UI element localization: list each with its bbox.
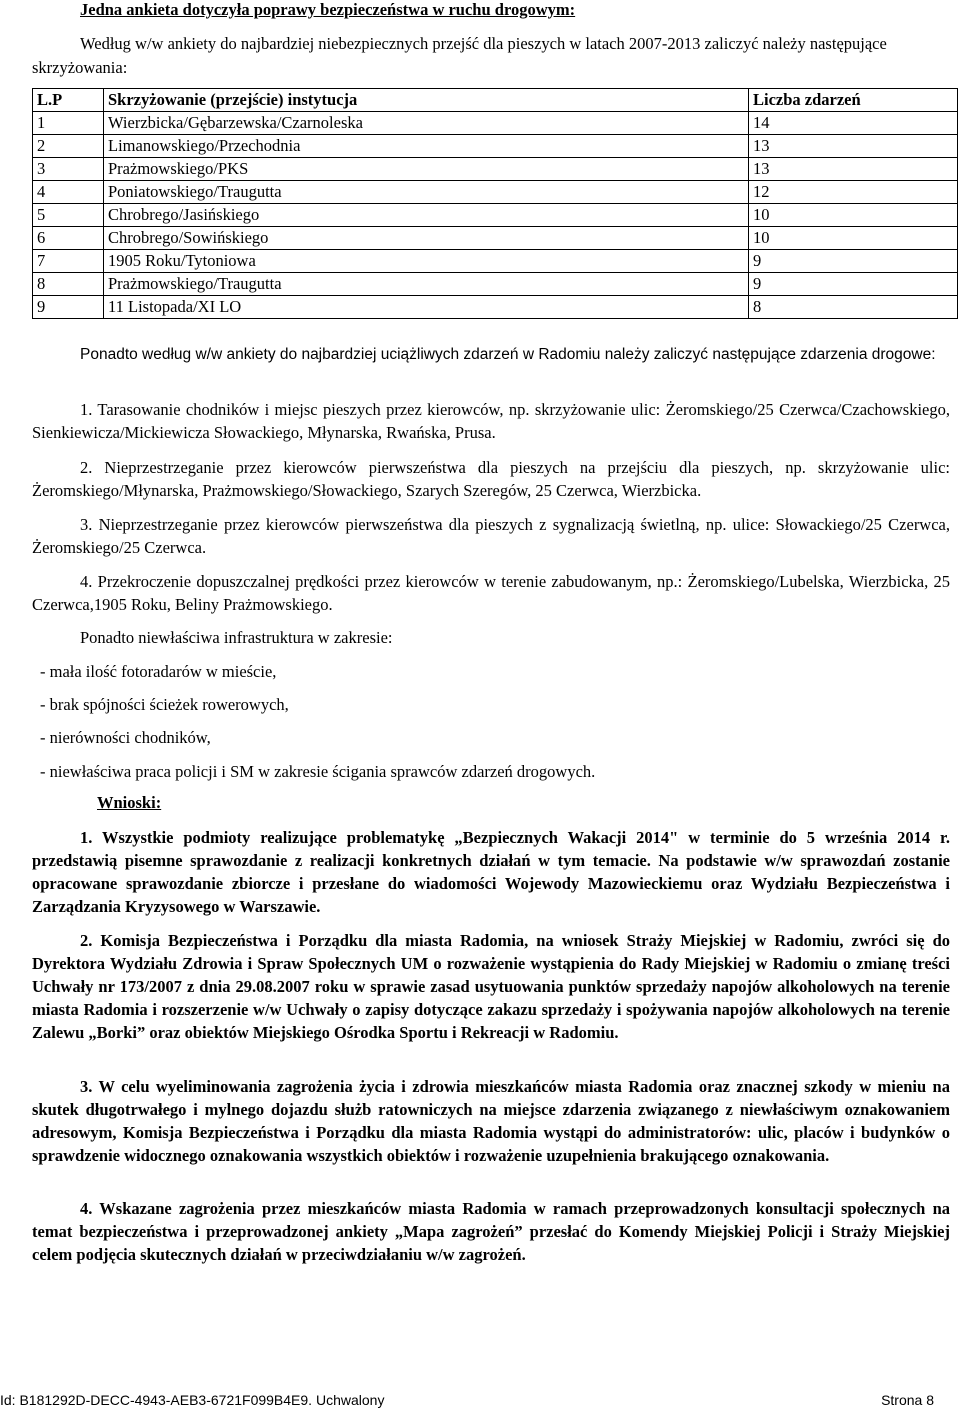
cell-intersection: Chrobrego/Sowińskiego xyxy=(104,227,749,250)
conclusion-item: 2. Komisja Bezpieczeństwa i Porządku dla miasta Radomia, na wniosek Straży Miejskiej w Radomiu, zwróci się do Dyrektora Wydziału Zdrowia i Spraw Społecznych UM o rozważenie wystąpienia do Rady Miejskiej w Radomiu o zmianę treści Uchwały nr 173/2007 z dnia 29.08.2007 roku w sprawie zasad usytuowania punktów sprzedaży napojów alkoholowych na terenie miasta Radomia i rozszerzenie w/w Uchwały o zapisy dotyczące zakazu sprzedaży i spożywania napojów alkoholowych na terenie Zalewu „Borki” oraz obiektów Miejskiego Ośrodka Sportu i Rekreacji w Radomiu. xyxy=(32,931,950,1042)
cell-lp: 4 xyxy=(33,181,104,204)
cell-lp: 7 xyxy=(33,250,104,273)
cell-count: 13 xyxy=(749,135,958,158)
cell-count: 14 xyxy=(749,112,958,135)
onerous-events-intro: Ponadto według w/w ankiety do najbardziej uciążliwych zdarzeń w Radomiu należy zaliczyć następujące zdarzenia drogowe: xyxy=(80,346,936,363)
conclusion-item: 3. W celu wyeliminowania zagrożenia życia i zdrowia mieszkańców miasta Radomia oraz znacznej szkody w mieniu na skutek długotrwałego i mylnego dojazdu służb ratowniczych na miejsce zdarzenia związanego z niewłaściwym oznakowaniem adresowym, Komisja Bezpieczeństwa i Porządku dla miasta Radomia wystąpi do administratorów: ulic, placów i budynków o sprawdzenie widocznego oznakowania wszystkich obiektów i rozważenie uzupełnienia brakującego oznakowania. xyxy=(32,1077,950,1165)
cell-intersection: 1905 Roku/Tytoniowa xyxy=(104,250,749,273)
table-row xyxy=(33,273,958,296)
cell-lp: 6 xyxy=(33,227,104,250)
infrastructure-item: - nierówności chodników, xyxy=(40,728,211,747)
cell-count: 9 xyxy=(749,273,958,296)
cell-lp: 1 xyxy=(33,112,104,135)
intersections-table xyxy=(32,88,958,319)
cell-count: 10 xyxy=(749,204,958,227)
header-intersection: Skrzyżowanie (przejście) instytucja xyxy=(104,89,749,112)
cell-intersection: 11 Listopada/XI LO xyxy=(104,296,749,319)
cell-lp: 2 xyxy=(33,135,104,158)
section-heading: Jedna ankieta dotyczyła poprawy bezpieczeństwa w ruchu drogowym: xyxy=(80,0,576,19)
table-row xyxy=(33,158,958,181)
infrastructure-item: - mała ilość fotoradarów w mieście, xyxy=(40,662,277,681)
cell-count: 13 xyxy=(749,158,958,181)
cell-lp: 5 xyxy=(33,204,104,227)
infrastructure-item: - niewłaściwa praca policji i SM w zakresie ścigania sprawców zdarzeń drogowych. xyxy=(40,762,596,781)
cell-count: 8 xyxy=(749,296,958,319)
infrastructure-intro: Ponadto niewłaściwa infrastruktura w zakresie: xyxy=(80,628,393,647)
cell-intersection: Poniatowskiego/Traugutta xyxy=(104,181,749,204)
cell-count: 9 xyxy=(749,250,958,273)
cell-lp: 9 xyxy=(33,296,104,319)
page-number: Strona 8 xyxy=(881,1392,934,1408)
table-row xyxy=(33,250,958,273)
event-item: 2. Nieprzestrzeganie przez kierowców pierwszeństwa dla pieszych na przejściu dla pieszych, np. skrzyżowanie ulic: Żeromskiego/Młynarska, Prażmowskiego/Słowackiego, Szarych Szeregów, 25 Czerwca, Wierzbicka. xyxy=(32,458,950,500)
infrastructure-item: - brak spójności ścieżek rowerowych, xyxy=(40,695,289,714)
cell-count: 10 xyxy=(749,227,958,250)
cell-intersection: Chrobrego/Jasińskiego xyxy=(104,204,749,227)
event-item: 3. Nieprzestrzeganie przez kierowców pierwszeństwa dla pieszych z sygnalizacją świetlną, np. ulice: Słowackiego/25 Czerwca, Żeromskiego/25 Czerwca. xyxy=(32,515,950,557)
cell-lp: 8 xyxy=(33,273,104,296)
header-lp: L.P xyxy=(33,89,104,112)
cell-intersection: Limanowskiego/Przechodnia xyxy=(104,135,749,158)
event-item: 4. Przekroczenie dopuszczalnej prędkości przez kierowców w terenie zabudowanym, np.: Żeromskiego/Lubelska, Wierzbicka, 25 Czerwca,1905 Roku, Beliny Prażmowskiego. xyxy=(32,572,950,614)
table-row xyxy=(33,135,958,158)
document-id: Id: B181292D-DECC-4943-AEB3-6721F099B4E9. Uchwalony xyxy=(0,1392,385,1408)
conclusion-item: 1. Wszystkie podmioty realizujące problematykę „Bezpiecznych Wakacji 2014" w terminie do 5 września 2014 r. przedstawią pisemne sprawozdanie z realizacji konkretnych działań w tym temacie. Na podstawie w/w sprawozdań zostanie opracowane sprawozdanie zbiorcze i przesłane do wiadomości Wojewody Mazowieckiemu oraz Wydziału Bezpieczeństwa i Zarządzania Kryzysowego w Warszawie. xyxy=(32,828,950,916)
table-row xyxy=(33,227,958,250)
cell-intersection: Prażmowskiego/PKS xyxy=(104,158,749,181)
table-row xyxy=(33,204,958,227)
cell-count: 12 xyxy=(749,181,958,204)
intro-paragraph: Według w/w ankiety do najbardziej niebezpiecznych przejść dla pieszych w latach 2007-2013 zaliczyć należy następujące skrzyżowania: xyxy=(32,34,887,77)
conclusions-title: Wnioski: xyxy=(97,793,162,812)
table-row xyxy=(33,112,958,135)
table-row xyxy=(33,296,958,319)
cell-intersection: Prażmowskiego/Traugutta xyxy=(104,273,749,296)
header-count: Liczba zdarzeń xyxy=(749,89,958,112)
conclusion-item: 4. Wskazane zagrożenia przez mieszkańców miasta Radomia w ramach przeprowadzonych konsultacji społecznych na temat bezpieczeństwa i przeprowadzonej ankiety „Mapa zagrożeń” przesłać do Komendy Miejskiej Policji i Straży Miejskiej celem podjęcia skutecznych działań w przeciwdziałaniu w/w zagrożeń. xyxy=(32,1199,950,1264)
cell-lp: 3 xyxy=(33,158,104,181)
table-row xyxy=(33,181,958,204)
event-item: 1. Tarasowanie chodników i miejsc pieszych przez kierowców, np. skrzyżowanie ulic: Żeromskiego/25 Czerwca/Czachowskiego, Sienkiewicza/Mickiewicza Słowackiego, Młynarska, Rwańska, Prusa. xyxy=(32,400,950,442)
table-header-row xyxy=(33,89,958,112)
cell-intersection: Wierzbicka/Gębarzewska/Czarnoleska xyxy=(104,112,749,135)
